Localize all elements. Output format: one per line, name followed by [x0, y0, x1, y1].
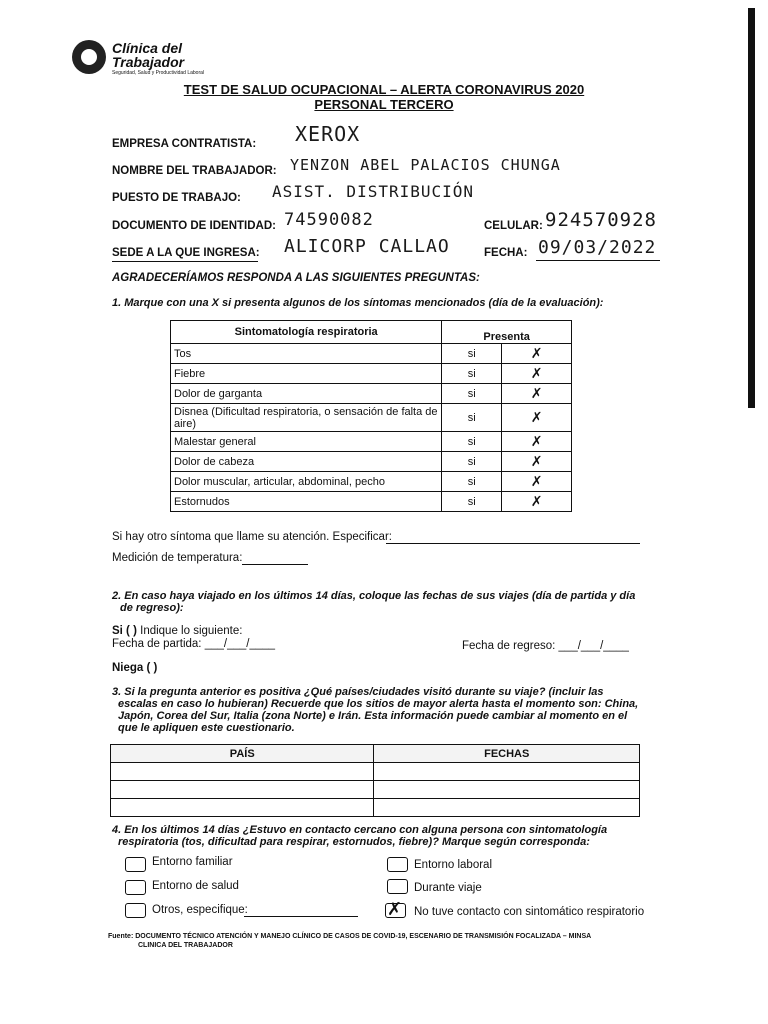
logo-mark-icon — [72, 40, 106, 74]
question-1: 1. Marque con una X si presenta algunos de los síntomas mencionados (día de la evaluación): — [112, 297, 604, 309]
x-mark-icon: ✗ — [530, 453, 543, 470]
puesto-value: ASIST. DISTRIBUCIÓN — [272, 182, 475, 201]
fecha-underline — [536, 260, 660, 261]
document-title: TEST DE SALUD OCUPACIONAL – ALERTA CORONAVIRUS 2020 — [183, 82, 585, 97]
no-option-checked[interactable] — [502, 344, 572, 364]
question-3-line-3: Japón, Corea del Sur, Italia (zona Norte) e Irán. Esta información puede cambiar al momento en el — [118, 710, 628, 722]
si-option[interactable]: si — [442, 432, 502, 452]
fecha-value: 09/03/2022 — [538, 237, 657, 258]
empresa-label: EMPRESA CONTRATISTA: — [112, 138, 257, 150]
fechas-cell[interactable] — [374, 763, 640, 781]
otros-label: Otros, especifique: — [152, 904, 248, 916]
empresa-value: XEROX — [295, 122, 361, 146]
logo-tagline: Seguridad, Salud y Productividad Laboral — [112, 70, 205, 76]
symptom-malestar: Malestar general — [171, 432, 442, 452]
question-2-line-2: de regreso): — [120, 602, 184, 614]
x-mark-icon: ✗ — [530, 493, 543, 510]
symptoms-table — [170, 320, 572, 512]
si-option[interactable]: si — [442, 452, 502, 472]
sede-label-underline — [112, 261, 258, 262]
si-option[interactable]: si — [442, 364, 502, 384]
x-mark-icon: ✗ — [530, 345, 543, 362]
fecha-partida-field[interactable]: Fecha de partida: ___/___/____ — [112, 638, 276, 650]
table-row — [171, 404, 572, 432]
sede-value: ALICORP CALLAO — [284, 236, 450, 257]
si-option[interactable]: si — [442, 492, 502, 512]
viaje-niega-option[interactable]: Niega ( ) — [112, 662, 158, 674]
table-row — [171, 364, 572, 384]
entorno-familiar-checkbox[interactable] — [125, 857, 146, 872]
entorno-laboral-checkbox[interactable] — [387, 857, 408, 872]
nombre-label: NOMBRE DEL TRABAJADOR: — [112, 165, 277, 177]
pais-col-header: PAÍS — [111, 745, 374, 763]
entorno-familiar-label: Entorno familiar — [152, 856, 233, 868]
table-row — [111, 781, 640, 799]
temperatura-label: Medición de temperatura: — [112, 552, 243, 564]
documento-label: DOCUMENTO DE IDENTIDAD: — [112, 220, 276, 232]
x-mark-icon: ✗ — [530, 365, 543, 382]
durante-viaje-label: Durante viaje — [414, 882, 482, 894]
entorno-salud-checkbox[interactable] — [125, 880, 146, 895]
celular-label: CELULAR: — [484, 220, 543, 232]
entorno-salud-label: Entorno de salud — [152, 880, 239, 892]
puesto-label: PUESTO DE TRABAJO: — [112, 192, 241, 204]
fechas-cell[interactable] — [374, 799, 640, 817]
no-contacto-label: No tuve contacto con sintomático respiratorio — [414, 906, 645, 918]
no-option-checked[interactable] — [502, 472, 572, 492]
fechas-col-header: FECHAS — [374, 745, 640, 763]
x-mark-icon: ✗ — [530, 433, 543, 450]
no-contacto-checkbox-checked[interactable] — [385, 899, 406, 920]
no-option-checked[interactable] — [502, 404, 572, 432]
durante-viaje-checkbox[interactable] — [387, 879, 408, 894]
symptom-fiebre: Fiebre — [171, 364, 442, 384]
table-row — [111, 763, 640, 781]
table-row — [171, 452, 572, 472]
si-option[interactable]: si — [442, 404, 502, 432]
no-option-checked[interactable] — [502, 432, 572, 452]
si-option[interactable]: si — [442, 472, 502, 492]
table-row — [111, 799, 640, 817]
x-mark-icon: ✗ — [530, 473, 543, 490]
symptoms-col-header: Sintomatología respiratoria — [171, 321, 442, 344]
scan-edge-bar — [748, 8, 755, 408]
x-mark-icon: ✗ — [530, 409, 543, 426]
no-option-checked[interactable] — [502, 452, 572, 472]
pais-cell[interactable] — [111, 799, 374, 817]
viaje-si-label: Si ( ) — [112, 625, 137, 637]
fecha-regreso-field[interactable]: Fecha de regreso: ___/___/____ — [462, 640, 629, 652]
nombre-value: YENZON ABEL PALACIOS CHUNGA — [290, 156, 561, 174]
question-3-line-2: escalas en caso lo hubieran) Recuerde que los sitios de mayor alerta hasta el momento son: China, — [118, 698, 639, 710]
symptoms-header-row — [171, 321, 572, 344]
otro-sintoma-input[interactable] — [386, 543, 640, 544]
question-3-line-4: que le apliquen este cuestionario. — [118, 722, 295, 734]
pais-cell[interactable] — [111, 763, 374, 781]
no-option-checked[interactable] — [502, 384, 572, 404]
symptom-tos: Tos — [171, 344, 442, 364]
table-row — [171, 492, 572, 512]
symptom-dolor-cabeza: Dolor de cabeza — [171, 452, 442, 472]
otros-checkbox[interactable] — [125, 903, 146, 918]
symptom-dolor-garganta: Dolor de garganta — [171, 384, 442, 404]
footer-source: Fuente: DOCUMENTO TÉCNICO ATENCIÓN Y MANEJO CLÍNICO DE CASOS DE COVID-19, ESCENARIO DE TRANSMISIÓN FOCALIZADA – MINSA — [108, 933, 592, 940]
indique-label: Indique lo siguiente: — [140, 625, 243, 637]
table-row — [171, 384, 572, 404]
question-4-line-1: 4. En los últimos 14 días ¿Estuvo en contacto cercano con alguna persona con sintomatología — [112, 824, 608, 836]
clinic-logo — [72, 38, 222, 78]
si-option[interactable]: si — [442, 344, 502, 364]
symptom-estornudos: Estornudos — [171, 492, 442, 512]
no-option-checked[interactable] — [502, 492, 572, 512]
temperatura-input[interactable] — [242, 564, 308, 565]
x-mark-icon: ✗ — [387, 899, 403, 920]
logo-line-1: Clínica del — [112, 40, 183, 56]
sede-label: SEDE A LA QUE INGRESA: — [112, 247, 260, 259]
question-2-line-1: 2. En caso haya viajado en los últimos 14 días, coloque las fechas de sus viajes (día de partida y día — [112, 590, 636, 602]
otros-especifique-input[interactable] — [244, 916, 358, 917]
fecha-label: FECHA: — [484, 247, 528, 259]
travel-table — [110, 744, 640, 817]
question-4-line-2: respiratoria (tos, dificultad para respirar, estornudos, fiebre)? Marque según corresponda: — [118, 836, 590, 848]
symptom-disnea: Disnea (Dificultad respiratoria, o sensación de falta de aire) — [171, 404, 442, 432]
pais-cell[interactable] — [111, 781, 374, 799]
viaje-si-option[interactable] — [112, 625, 242, 637]
table-row — [171, 472, 572, 492]
documento-value: 74590082 — [284, 210, 374, 230]
intro-text: AGRADECERÍAMOS RESPONDA A LAS SIGUIENTES PREGUNTAS: — [112, 272, 480, 284]
otro-sintoma-label: Si hay otro síntoma que llame su atención. Especificar: — [112, 531, 392, 543]
footer-clinic: CLINICA DEL TRABAJADOR — [138, 942, 233, 949]
travel-header-row — [111, 745, 640, 763]
entorno-laboral-label: Entorno laboral — [414, 859, 492, 871]
x-mark-icon: ✗ — [530, 385, 543, 402]
presenta-col-header: Presenta — [442, 321, 572, 344]
question-3-line-1: 3. Si la pregunta anterior es positiva ¿Qué países/ciudades visitó durante su viaje? (incluir las — [112, 686, 604, 698]
celular-value: 924570928 — [545, 209, 657, 231]
fechas-cell[interactable] — [374, 781, 640, 799]
si-option[interactable]: si — [442, 384, 502, 404]
document-subtitle: PERSONAL TERCERO — [314, 97, 454, 112]
logo-line-2: Trabajador — [112, 54, 185, 70]
no-option-checked[interactable] — [502, 364, 572, 384]
symptom-dolor-muscular: Dolor muscular, articular, abdominal, pecho — [171, 472, 442, 492]
table-row — [171, 344, 572, 364]
table-row — [171, 432, 572, 452]
